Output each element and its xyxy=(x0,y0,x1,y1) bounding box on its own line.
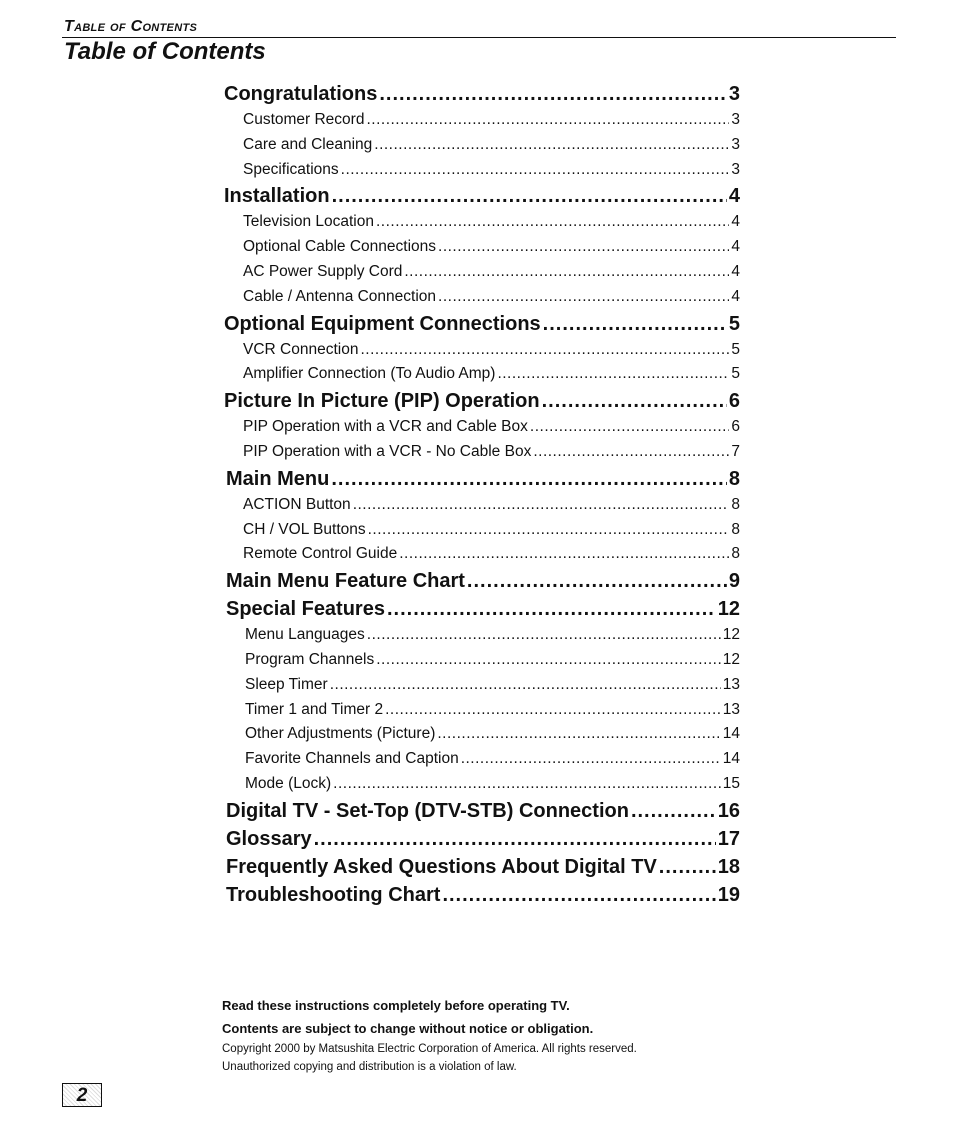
toc-entry-label: AC Power Supply Cord xyxy=(243,262,403,280)
toc-leader-dots xyxy=(367,623,721,648)
toc-leader-dots xyxy=(374,133,729,158)
toc-entry-amplifier-connection[interactable] xyxy=(224,362,740,387)
toc-leader-dots xyxy=(437,722,720,747)
toc-entry-main-menu[interactable] xyxy=(226,465,740,493)
toc-entry-page: 4 xyxy=(731,238,740,256)
unauthorized-copying-line: Unauthorized copying and distribution is a violation of law. xyxy=(222,1061,517,1073)
toc-leader-dots xyxy=(332,182,727,210)
toc-entry-label: Optional Cable Connections xyxy=(243,238,437,256)
toc-leader-dots xyxy=(387,595,716,623)
toc-entry-special-features[interactable] xyxy=(226,595,740,623)
toc-leader-dots xyxy=(542,387,727,415)
toc-entry-label: Cable / Antenna Connection xyxy=(243,287,437,305)
toc-entry-page: 5 xyxy=(728,312,740,335)
toc-entry-label: Main Menu Feature Chart xyxy=(226,570,465,593)
toc-entry-page: 4 xyxy=(731,287,740,305)
toc-leader-dots xyxy=(404,260,729,285)
toc-leader-dots xyxy=(360,338,729,363)
toc-entry-page: 12 xyxy=(722,626,740,644)
toc-leader-dots xyxy=(530,415,729,440)
toc-entry-page: 15 xyxy=(722,774,740,792)
toc-entry-page: 4 xyxy=(728,185,740,208)
toc-entry-label: Congratulations xyxy=(224,83,378,105)
toc-entry-remote-control-guide[interactable] xyxy=(224,542,740,567)
toc-entry-troubleshooting-chart[interactable] xyxy=(226,881,740,909)
toc-leader-dots xyxy=(543,310,727,338)
toc-leader-dots xyxy=(376,648,721,673)
toc-entry-specifications[interactable] xyxy=(224,158,740,183)
notice-block xyxy=(222,994,782,1076)
toc-leader-dots xyxy=(366,108,729,133)
toc-entry-label: PIP Operation with a VCR and Cable Box xyxy=(243,418,528,436)
toc-entry-main-menu-feature-chart[interactable] xyxy=(226,567,740,595)
toc-entry-label: Glossary xyxy=(226,827,312,850)
toc-entry-page: 12 xyxy=(717,598,740,621)
toc-entry-page: 8 xyxy=(728,467,740,490)
toc-entry-label: Sleep Timer xyxy=(245,675,328,693)
toc-entry-label: Favorite Channels and Caption xyxy=(245,750,459,768)
toc-entry-page: 3 xyxy=(731,160,740,178)
toc-entry-picture-in-picture[interactable] xyxy=(224,387,740,415)
toc-entry-digital-tv-set-top[interactable] xyxy=(226,797,740,825)
toc-entry-label: Digital TV - Set-Top (DTV-STB) Connection xyxy=(226,799,629,822)
toc-leader-dots xyxy=(533,440,729,465)
toc-entry-label: Care and Cleaning xyxy=(243,135,373,153)
toc-entry-glossary[interactable] xyxy=(226,825,740,853)
toc-entry-label: Special Features xyxy=(226,598,385,621)
toc-entry-label: VCR Connection xyxy=(243,340,359,358)
toc-entry-label: Timer 1 and Timer 2 xyxy=(245,700,384,718)
running-head: Table of Contents xyxy=(64,18,198,35)
toc-entry-page: 3 xyxy=(731,111,740,128)
toc-entry-page: 16 xyxy=(717,799,740,822)
toc-entry-label: ACTION Button xyxy=(243,495,351,513)
toc-entry-program-channels[interactable] xyxy=(226,648,740,673)
toc-entry-page: 4 xyxy=(731,262,740,280)
toc-entry-ac-power-supply-cord[interactable] xyxy=(224,260,740,285)
toc-entry-page: 5 xyxy=(731,340,740,358)
toc-entry-faq-digital-tv[interactable] xyxy=(226,853,740,881)
read-instructions-notice: Read these instructions completely before operating TV. xyxy=(222,998,570,1013)
page-title: Table of Contents xyxy=(64,38,266,65)
toc-entry-label: CH / VOL Buttons xyxy=(243,520,366,538)
toc-entry-page: 13 xyxy=(722,700,740,718)
toc-entry-page: 13 xyxy=(722,675,740,693)
toc-entry-vcr-connection[interactable] xyxy=(224,338,740,363)
toc-entry-menu-languages[interactable] xyxy=(226,623,740,648)
toc-entry-label: Installation xyxy=(224,185,330,208)
toc-entry-label: Television Location xyxy=(243,213,374,231)
toc-entry-page: 14 xyxy=(722,725,740,743)
toc-leader-dots xyxy=(659,853,716,881)
toc-entry-customer-record[interactable] xyxy=(224,108,740,133)
toc-entry-page: 7 xyxy=(731,442,740,460)
toc-entry-page: 3 xyxy=(731,135,740,153)
toc-entry-congratulations[interactable] xyxy=(224,80,740,108)
toc-entry-mode-lock[interactable] xyxy=(226,772,740,797)
toc-entry-label: Mode (Lock) xyxy=(245,774,332,792)
toc-entry-label: Other Adjustments (Picture) xyxy=(245,725,436,743)
copyright-line: Copyright 2000 by Matsushita Electric Corporation of America. All rights reserved. xyxy=(222,1043,637,1055)
toc-entry-optional-equipment-connections[interactable] xyxy=(224,310,740,338)
toc-entry-page: 8 xyxy=(731,495,740,513)
toc-entry-pip-vcr-cable-box[interactable] xyxy=(224,415,740,440)
toc-entry-installation[interactable] xyxy=(224,182,740,210)
toc-entry-label: Menu Languages xyxy=(245,626,365,644)
toc-leader-dots xyxy=(379,80,727,108)
toc-entry-label: Optional Equipment Connections xyxy=(224,312,541,335)
toc-leader-dots xyxy=(631,797,716,825)
toc-entry-timer-1-and-timer-2[interactable] xyxy=(226,698,740,723)
toc-entry-page: 12 xyxy=(722,650,740,668)
toc-entry-other-adjustments[interactable] xyxy=(226,722,740,747)
toc-leader-dots xyxy=(438,235,729,260)
toc-entry-label: Amplifier Connection (To Audio Amp) xyxy=(243,365,496,383)
toc-entry-optional-cable-connections[interactable] xyxy=(224,235,740,260)
toc-list xyxy=(224,80,740,909)
toc-entry-page: 9 xyxy=(728,570,740,593)
toc-entry-ch-vol-buttons[interactable] xyxy=(224,518,740,543)
toc-entry-action-button[interactable] xyxy=(224,493,740,518)
toc-entry-page: 6 xyxy=(728,390,740,413)
toc-entry-label: Specifications xyxy=(243,160,339,178)
toc-leader-dots xyxy=(330,673,721,698)
toc-entry-label: Remote Control Guide xyxy=(243,545,398,563)
toc-entry-page: 5 xyxy=(731,365,740,383)
toc-entry-label: Program Channels xyxy=(245,650,375,668)
toc-entry-page: 18 xyxy=(717,855,740,878)
toc-leader-dots xyxy=(333,772,721,797)
toc-entry-page: 17 xyxy=(717,827,740,850)
toc-entry-label: Main Menu xyxy=(226,467,330,490)
toc-entry-sleep-timer[interactable] xyxy=(226,673,740,698)
toc-entry-page: 8 xyxy=(731,545,740,563)
toc-entry-pip-vcr-no-cable-box[interactable] xyxy=(224,440,740,465)
toc-leader-dots xyxy=(461,747,721,772)
toc-leader-dots xyxy=(442,881,715,909)
toc-leader-dots xyxy=(399,542,729,567)
toc-leader-dots xyxy=(467,567,727,595)
toc-leader-dots xyxy=(368,518,730,543)
toc-entry-favorite-channels[interactable] xyxy=(226,747,740,772)
toc-leader-dots xyxy=(353,493,730,518)
toc-leader-dots xyxy=(341,158,730,183)
toc-entry-page: 3 xyxy=(728,83,740,105)
toc-entry-label: Frequently Asked Questions About Digital TV xyxy=(226,855,657,878)
toc-entry-page: 6 xyxy=(731,418,740,436)
toc-entry-page: 19 xyxy=(717,883,740,906)
toc-leader-dots xyxy=(331,465,727,493)
toc-entry-label: Customer Record xyxy=(243,111,365,128)
toc-entry-label: Troubleshooting Chart xyxy=(226,883,441,906)
toc-entry-television-location[interactable] xyxy=(224,210,740,235)
toc-entry-label: Picture In Picture (PIP) Operation xyxy=(224,390,540,413)
toc-entry-label: PIP Operation with a VCR - No Cable Box xyxy=(243,442,532,460)
toc-leader-dots xyxy=(385,698,721,723)
toc-entry-page: 8 xyxy=(731,520,740,538)
page-number: 2 xyxy=(62,1083,102,1107)
toc-entry-cable-antenna-connection[interactable] xyxy=(224,285,740,310)
toc-entry-care-and-cleaning[interactable] xyxy=(224,133,740,158)
toc-entry-page: 4 xyxy=(731,213,740,231)
toc-leader-dots xyxy=(376,210,729,235)
subject-to-change-notice: Contents are subject to change without notice or obligation. xyxy=(222,1021,594,1036)
toc-entry-page: 14 xyxy=(722,750,740,768)
toc-leader-dots xyxy=(438,285,729,310)
toc-leader-dots xyxy=(314,825,716,853)
toc-leader-dots xyxy=(497,362,729,387)
